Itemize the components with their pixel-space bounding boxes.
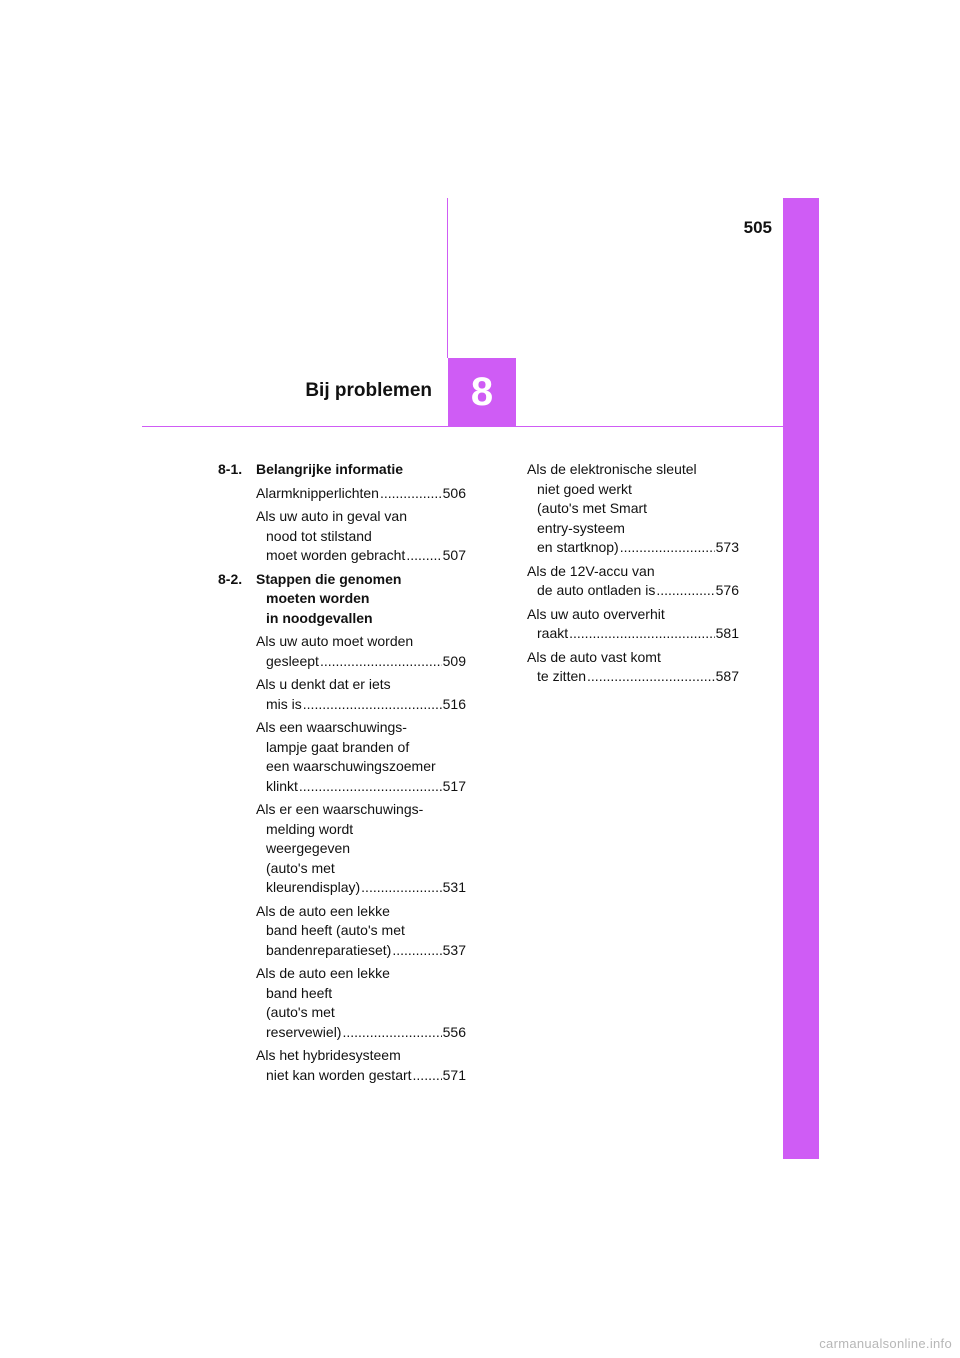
- watermark: carmanualsonline.info: [819, 1336, 952, 1351]
- toc-entry-text: band heeft (auto's met: [266, 922, 405, 938]
- toc-entry-text: kleurendisplay): [266, 879, 361, 895]
- toc-entry-text: Alarmknipperlichten: [256, 484, 379, 501]
- section-title-line: Stappen die genomen: [256, 570, 402, 587]
- toc-entry-text: Als uw auto moet worden: [256, 633, 414, 649]
- toc-entry-text: te zitten: [537, 668, 587, 684]
- toc-entry[interactable]: [256, 800, 466, 898]
- toc-entry-text: Als de elektronische sleutel: [527, 461, 697, 477]
- toc-entry-text: een waarschuwingszoemer: [266, 758, 436, 774]
- dot-leader: [361, 878, 441, 898]
- toc-entry-text: (auto's met: [266, 859, 335, 876]
- toc-entry-text: Als de auto een lekke: [256, 965, 390, 981]
- toc-entry-text: Als uw auto oververhit: [527, 605, 665, 622]
- toc-entry-text: de auto ontladen is: [537, 582, 656, 598]
- section-title[interactable]: [256, 570, 466, 629]
- toc-entry[interactable]: [527, 460, 739, 558]
- toc-entry-text: raakt: [537, 625, 569, 641]
- header-horizontal-rule: [142, 426, 783, 427]
- toc-entry-text: entry-systeem: [537, 519, 625, 536]
- toc-section: [218, 460, 466, 566]
- dot-leader: [303, 695, 442, 715]
- toc-page-number: 587: [715, 668, 739, 684]
- toc-entry-text: band heeft: [266, 984, 333, 1001]
- toc-page-number: 573: [715, 539, 739, 555]
- toc-entry-text: Als de auto een lekke: [256, 902, 390, 919]
- toc-entry-text: Als uw auto in geval van: [256, 508, 407, 524]
- page-number: 505: [743, 218, 772, 237]
- toc-entry[interactable]: [527, 648, 739, 687]
- toc-entry-text: reservewiel): [266, 1023, 342, 1040]
- dot-leader: [380, 484, 442, 504]
- toc-entry-text: (auto's met Smart: [537, 500, 648, 516]
- chapter-title: Bij problemen: [305, 380, 432, 401]
- toc-entry-text: Als u denkt dat er iets: [256, 676, 391, 692]
- toc-entry-text: lampje gaat branden of: [266, 738, 410, 755]
- toc-entry-text: klinkt: [266, 777, 298, 794]
- toc-page-number: 571: [442, 1066, 466, 1083]
- dot-leader: [413, 1066, 442, 1086]
- toc-page-number: 507: [442, 547, 466, 563]
- toc-entry[interactable]: [527, 562, 739, 601]
- section-number: 8-2.: [218, 570, 243, 587]
- dot-leader: [587, 667, 715, 687]
- toc-page-number: 531: [442, 879, 466, 895]
- toc-entry-text: Als het hybridesysteem: [256, 1047, 401, 1063]
- toc-section: [218, 570, 466, 1086]
- toc-entry-text: niet goed werkt: [537, 480, 632, 497]
- toc-page-number: 576: [715, 582, 739, 598]
- toc-entry-text: Als de auto vast komt: [527, 648, 661, 665]
- section-title[interactable]: [256, 460, 466, 480]
- toc-entry[interactable]: [527, 605, 739, 644]
- section-title-line: Belangrijke informatie: [256, 461, 404, 477]
- toc-entry[interactable]: [256, 902, 466, 961]
- toc-entry-text: (auto's met: [266, 1004, 335, 1020]
- toc-entry[interactable]: [256, 632, 466, 671]
- toc-entry[interactable]: [256, 1046, 466, 1085]
- section-number: 8-1.: [218, 461, 243, 477]
- chapter-side-tab: [783, 198, 819, 1159]
- toc-page-number: 537: [442, 941, 466, 958]
- section-title-line: in noodgevallen: [266, 609, 373, 626]
- toc-entry-text: gesleept: [266, 652, 319, 669]
- toc-entry[interactable]: [256, 675, 466, 714]
- toc-left-column: [218, 460, 466, 1089]
- toc-page-number: 581: [715, 625, 739, 641]
- toc-entry-text: en startknop): [537, 539, 619, 555]
- toc-entry-text: weergegeven: [266, 840, 351, 856]
- section-title-line: moeten worden: [266, 590, 370, 606]
- toc-entry-text: bandenreparatieset): [266, 941, 392, 958]
- toc-entry-text: Als er een waarschuwings-: [256, 801, 424, 817]
- dot-leader: [320, 652, 442, 672]
- dot-leader: [392, 941, 441, 961]
- toc-right-column: [527, 460, 739, 687]
- dot-leader: [342, 1023, 441, 1043]
- toc-page-number: 509: [442, 652, 466, 669]
- toc-entry-text: melding wordt: [266, 820, 354, 837]
- dot-leader: [406, 546, 441, 566]
- dot-leader: [299, 777, 442, 797]
- toc-entry-text: mis is: [266, 695, 302, 712]
- toc-page-number: 517: [442, 777, 466, 794]
- dot-leader: [656, 581, 714, 601]
- toc-page-number: 556: [442, 1023, 466, 1040]
- toc-entry-text: Als een waarschuwings-: [256, 719, 407, 735]
- toc-entry[interactable]: [256, 718, 466, 796]
- toc-page-number: 516: [442, 695, 466, 712]
- toc-entry-text: Als de 12V-accu van: [527, 562, 655, 579]
- toc-entry[interactable]: [256, 507, 466, 566]
- header-vertical-rule: [447, 198, 448, 358]
- chapter-number-badge: 8: [448, 358, 516, 426]
- toc-page-number: 506: [442, 484, 466, 501]
- toc-entry[interactable]: [256, 484, 466, 504]
- toc-entry-text: niet kan worden gestart: [266, 1066, 412, 1083]
- dot-leader: [620, 538, 715, 558]
- toc-entry-text: moet worden gebracht: [266, 547, 406, 563]
- toc-entry[interactable]: [256, 964, 466, 1042]
- toc-entry-text: nood tot stilstand: [266, 527, 372, 544]
- dot-leader: [569, 624, 715, 644]
